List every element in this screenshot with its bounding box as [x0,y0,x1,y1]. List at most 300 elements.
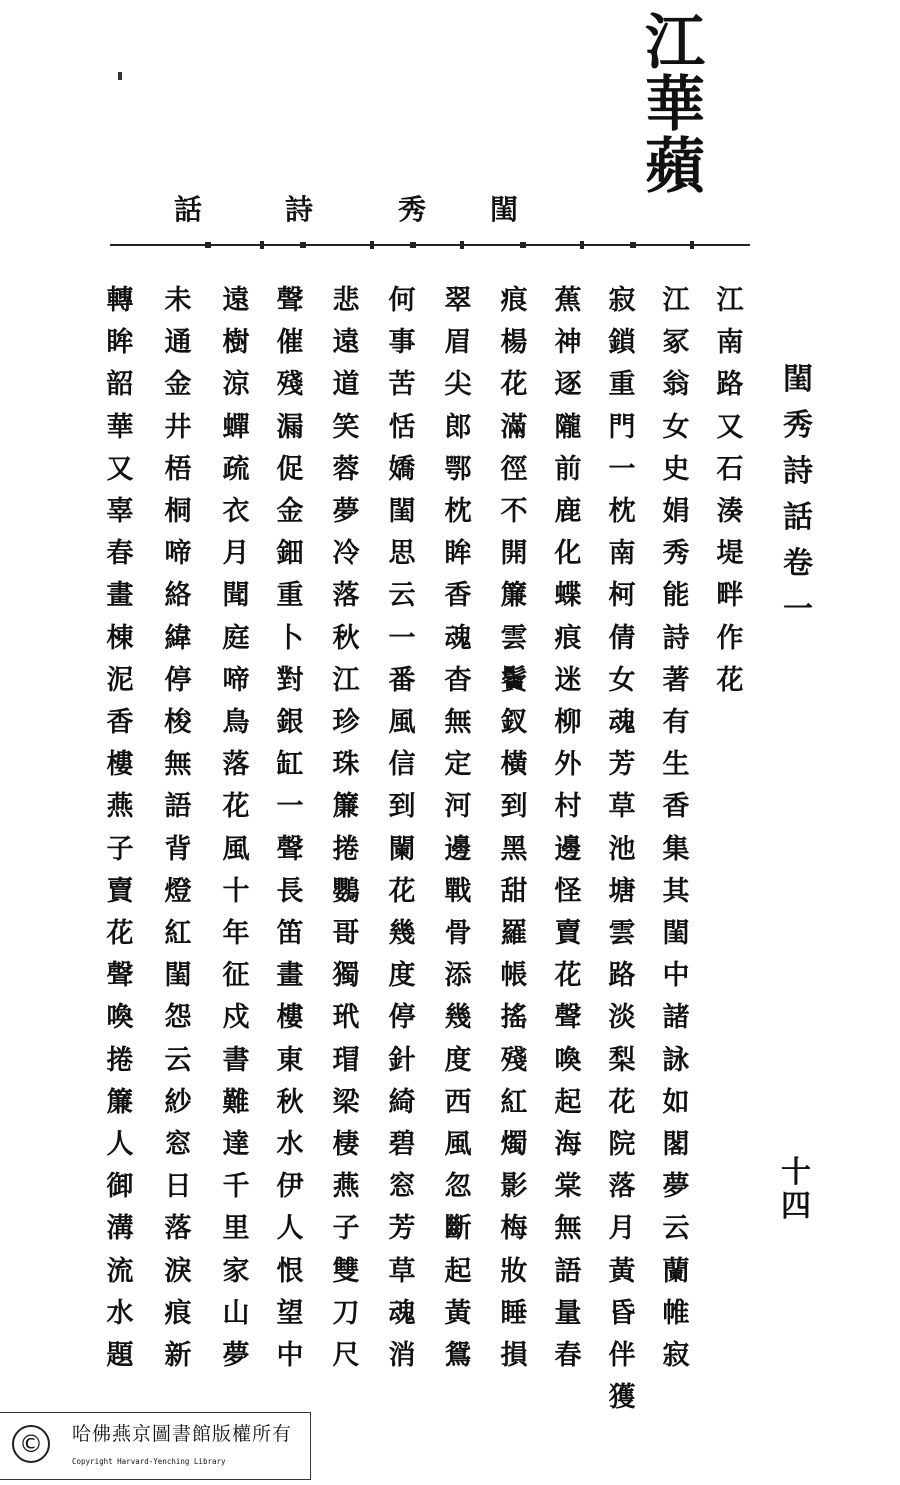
column-char: 苦 [388,369,416,401]
column-char: 喚 [106,1002,134,1034]
column-char: 塘 [608,875,636,907]
column-char: 夢 [662,1171,690,1203]
side-label-char: 詩 [783,454,813,489]
column-char: 珠 [332,749,360,781]
column-char: 雙 [332,1255,360,1287]
column-char: 御 [106,1171,134,1203]
column-char: 冷 [332,538,360,570]
column-char: 戰 [444,875,472,907]
side-label-char: 卷 [783,546,813,581]
column-char: 淚 [164,1255,192,1287]
column-char: 樓 [276,1002,304,1034]
column-char: 哥 [332,918,360,950]
column-char: 芳 [388,1213,416,1245]
column-char: 怨 [164,1002,192,1034]
column-char: 燕 [106,791,134,823]
column-char: 未 [164,285,192,316]
side-label-char: 話 [783,500,813,535]
column-char: 簾 [106,1086,134,1118]
column-char: 衣 [222,496,250,528]
column-char: 尺 [332,1340,360,1372]
column-char: 郎 [444,411,472,443]
column-char: 楊 [500,327,528,359]
column-char: 帳 [500,960,528,992]
column-char: 日 [164,1171,192,1203]
column-char: 缸 [276,749,304,781]
column-char: 羅 [500,918,528,950]
column-char: 桐 [164,496,192,528]
column-char: 南 [608,538,636,570]
column-char: 針 [388,1044,416,1076]
column-char: 停 [164,664,192,696]
column-char: 冢 [662,327,690,359]
column-char: 海 [554,1129,582,1161]
column-char: 枕 [608,496,636,528]
column-char: 遠 [332,327,360,359]
column-char: 漏 [276,411,304,443]
column-char: 秋 [276,1086,304,1118]
column-char: 如 [662,1086,690,1118]
page-number [774,1156,818,1224]
column-char: 落 [164,1213,192,1245]
column-char: 前 [554,453,582,485]
column-char: 開 [500,538,528,570]
column-char: 卜 [276,622,304,654]
column-char: 綺 [388,1086,416,1118]
column-char: 月 [608,1213,636,1245]
column-char: 子 [332,1213,360,1245]
column-char: 絡 [164,580,192,612]
running-head-char: 詩 [285,193,314,226]
column-char: 柳 [554,707,582,739]
column-char: 望 [276,1297,304,1329]
column-char: 花 [716,664,744,696]
column-char: 詩 [662,622,690,654]
column-char: 紅 [500,1086,528,1118]
column-char: 番 [388,664,416,696]
column-char: 長 [276,875,304,907]
column-char: 燕 [332,1171,360,1203]
column-char: 人 [106,1129,134,1161]
column-char: 梨 [608,1044,636,1076]
running-head [160,188,580,228]
column-char: 落 [608,1171,636,1203]
text-column [540,280,596,1377]
column-char: 眸 [444,538,472,570]
column-char: 鳥 [222,707,250,739]
copyright-chinese: 哈佛燕京圖書館版權所有 [72,1423,293,1445]
column-char: 聲 [276,285,304,316]
text-column [594,280,650,1419]
column-char: 風 [222,833,250,865]
column-char: 寂 [608,285,636,316]
text-column [486,280,542,1377]
column-char: 梭 [164,707,192,739]
column-char: 帷 [662,1297,690,1329]
column-char: 花 [500,369,528,401]
column-char: 棲 [332,1129,360,1161]
column-char: 笑 [332,411,360,443]
book-title [640,8,710,202]
column-char: 庭 [222,622,250,654]
column-char: 紅 [164,918,192,950]
column-char: 夢 [222,1340,250,1372]
column-char: 棟 [106,622,134,654]
copyright-icon: © [12,1425,50,1463]
column-char: 影 [500,1171,528,1203]
column-char: 定 [444,749,472,781]
column-char: 捲 [106,1044,134,1076]
column-char: 新 [164,1340,192,1372]
column-char: 銀 [276,707,304,739]
text-column [318,280,374,1377]
column-char: 昏 [608,1297,636,1329]
text-column [430,280,486,1377]
column-char: 辜 [106,496,134,528]
column-char: 度 [388,960,416,992]
page-number-char: 四 [781,1189,811,1224]
column-char: 花 [554,960,582,992]
column-char: 鬢 [500,664,528,696]
column-char: 年 [222,918,250,950]
column-char: 黃 [608,1255,636,1287]
title-char: 江 [645,8,705,78]
column-char: 魂 [444,622,472,654]
column-char: 十 [222,875,250,907]
column-char: 伊 [276,1171,304,1203]
column-char: 草 [608,791,636,823]
running-head-char: 秀 [398,193,427,226]
column-char: 流 [106,1255,134,1287]
column-char: 路 [716,369,744,401]
column-char: 紗 [164,1086,192,1118]
column-char: 云 [388,580,416,612]
column-char: 邊 [444,833,472,865]
column-char: 忽 [444,1171,472,1203]
side-label-char: 秀 [783,408,813,443]
column-char: 集 [662,833,690,865]
column-char: 杳 [444,664,472,696]
column-char: 鹿 [554,496,582,528]
column-char: 釵 [500,707,528,739]
column-char: 重 [276,580,304,612]
text-column [702,280,758,702]
column-char: 春 [106,538,134,570]
column-char: 無 [444,707,472,739]
column-char: 征 [222,960,250,992]
column-char: 怪 [554,875,582,907]
column-char: 無 [554,1213,582,1245]
column-char: 中 [662,960,690,992]
column-char: 恨 [276,1255,304,1287]
column-char: 秀 [662,538,690,570]
column-char: 鈿 [276,538,304,570]
column-char: 秋 [332,622,360,654]
column-char: 江 [662,285,690,316]
column-char: 添 [444,960,472,992]
column-char: 蝶 [554,580,582,612]
running-head-char: 話 [174,193,203,226]
column-char: 落 [332,580,360,612]
column-char: 作 [716,622,744,654]
text-column [92,280,148,1377]
column-char: 逐 [554,369,582,401]
column-char: 笛 [276,918,304,950]
column-char: 達 [222,1129,250,1161]
column-char: 閨 [662,918,690,950]
column-char: 香 [106,707,134,739]
column-char: 聲 [106,960,134,992]
column-char: 損 [500,1340,528,1372]
column-char: 門 [608,411,636,443]
column-char: 梁 [332,1086,360,1118]
ink-dot [118,72,122,80]
column-char: 語 [554,1255,582,1287]
column-char: 女 [608,664,636,696]
column-char: 搖 [500,1002,528,1034]
column-char: 華 [106,411,134,443]
column-char: 斷 [444,1213,472,1245]
column-char: 風 [388,707,416,739]
column-char: 尖 [444,369,472,401]
column-char: 史 [662,453,690,485]
column-char: 池 [608,833,636,865]
column-char: 何 [388,285,416,316]
column-char: 背 [164,833,192,865]
column-char: 睡 [500,1297,528,1329]
column-char: 轉 [106,285,134,316]
column-char: 女 [662,411,690,443]
column-char: 江 [716,285,744,316]
column-char: 喚 [554,1044,582,1076]
column-char: 閣 [662,1129,690,1161]
title-char: 蘋 [645,132,705,202]
column-char: 通 [164,327,192,359]
column-char: 金 [276,496,304,528]
column-char: 到 [388,791,416,823]
side-label-char: 閨 [783,362,813,397]
column-char: 聞 [222,580,250,612]
column-char: 書 [222,1044,250,1076]
column-char: 賣 [106,875,134,907]
column-char: 思 [388,538,416,570]
column-char: 戍 [222,1002,250,1034]
column-char: 題 [106,1340,134,1372]
copyright-stamp [0,1412,311,1480]
column-char: 韶 [106,369,134,401]
column-char: 聲 [276,833,304,865]
column-char: 諸 [662,1002,690,1034]
column-char: 起 [554,1086,582,1118]
column-char: 院 [608,1129,636,1161]
column-char: 蓉 [332,453,360,485]
column-char: 里 [222,1213,250,1245]
column-char: 家 [222,1255,250,1287]
column-char: 窓 [164,1129,192,1161]
column-char: 甜 [500,875,528,907]
column-char: 悲 [332,285,360,316]
column-char: 堤 [716,538,744,570]
column-char: 痕 [554,622,582,654]
column-char: 眸 [106,327,134,359]
column-char: 鄂 [444,453,472,485]
column-char: 著 [662,664,690,696]
column-char: 痕 [164,1297,192,1329]
ornamental-rule [110,240,750,250]
column-char: 起 [444,1255,472,1287]
column-char: 子 [106,833,134,865]
column-char: 花 [106,918,134,950]
column-char: 啼 [164,538,192,570]
column-char: 停 [388,1002,416,1034]
column-char: 聲 [554,1002,582,1034]
column-char: 恬 [388,411,416,443]
column-char: 度 [444,1044,472,1076]
column-char: 畫 [276,960,304,992]
column-char: 井 [164,411,192,443]
column-char: 枕 [444,496,472,528]
column-char: 促 [276,453,304,485]
column-char: 能 [662,580,690,612]
column-char: 一 [276,791,304,823]
running-head-char: 閨 [490,193,519,226]
column-char: 村 [554,791,582,823]
column-char: 水 [106,1297,134,1329]
title-char: 華 [645,70,705,140]
column-char: 有 [662,707,690,739]
column-char: 瑁 [332,1044,360,1076]
text-column [150,280,206,1377]
column-char: 痕 [500,285,528,316]
column-char: 月 [222,538,250,570]
column-char: 金 [164,369,192,401]
column-char: 遠 [222,285,250,316]
column-char: 倩 [608,622,636,654]
column-char: 花 [608,1086,636,1118]
column-char: 詠 [662,1044,690,1076]
column-char: 江 [332,664,360,696]
column-char: 閨 [164,960,192,992]
column-char: 魂 [608,707,636,739]
column-char: 翁 [662,369,690,401]
column-char: 風 [444,1129,472,1161]
column-char: 又 [106,453,134,485]
column-char: 重 [608,369,636,401]
column-char: 隴 [554,411,582,443]
column-char: 其 [662,875,690,907]
column-char: 梅 [500,1213,528,1245]
column-char: 簾 [332,791,360,823]
column-char: 幾 [444,1002,472,1034]
column-char: 量 [554,1297,582,1329]
column-char: 蟬 [222,411,250,443]
column-char: 窓 [388,1171,416,1203]
column-char: 云 [662,1213,690,1245]
column-char: 捲 [332,833,360,865]
column-char: 花 [388,875,416,907]
column-char: 春 [554,1340,582,1372]
column-char: 一 [388,622,416,654]
column-char: 芳 [608,749,636,781]
column-char: 滿 [500,411,528,443]
column-char: 鴛 [444,1340,472,1372]
column-char: 啼 [222,664,250,696]
page-number-char: 十 [781,1155,811,1190]
column-char: 花 [222,791,250,823]
column-char: 落 [222,749,250,781]
column-char: 信 [388,749,416,781]
column-char: 闌 [388,833,416,865]
column-char: 不 [500,496,528,528]
column-char: 碧 [388,1129,416,1161]
column-char: 獲 [608,1382,636,1414]
column-char: 神 [554,327,582,359]
column-char: 外 [554,749,582,781]
column-char: 石 [716,453,744,485]
column-char: 蘭 [662,1255,690,1287]
column-char: 黃 [444,1297,472,1329]
column-char: 化 [554,538,582,570]
column-char: 幾 [388,918,416,950]
column-char: 徑 [500,453,528,485]
column-char: 一 [608,453,636,485]
column-char: 棠 [554,1171,582,1203]
column-char: 畔 [716,580,744,612]
column-char: 娟 [662,496,690,528]
column-char: 樹 [222,327,250,359]
text-column [374,280,430,1377]
column-char: 迷 [554,664,582,696]
column-char: 殘 [500,1044,528,1076]
column-char: 中 [276,1340,304,1372]
column-char: 雲 [500,622,528,654]
column-char: 泥 [106,664,134,696]
column-char: 南 [716,327,744,359]
column-char: 語 [164,791,192,823]
column-char: 妝 [500,1255,528,1287]
column-char: 東 [276,1044,304,1076]
column-char: 路 [608,960,636,992]
column-char: 寂 [662,1340,690,1372]
column-char: 淡 [608,1002,636,1034]
column-char: 燭 [500,1129,528,1161]
copyright-english: Copyright Harvard-Yenching Library [72,1457,226,1466]
column-char: 西 [444,1086,472,1118]
column-char: 樓 [106,749,134,781]
column-char: 對 [276,664,304,696]
column-char: 事 [388,327,416,359]
column-char: 香 [444,580,472,612]
column-char: 香 [662,791,690,823]
text-column [262,280,318,1377]
column-char: 千 [222,1171,250,1203]
column-char: 溝 [106,1213,134,1245]
column-char: 翠 [444,285,472,316]
column-char: 無 [164,749,192,781]
column-char: 玳 [332,1002,360,1034]
column-char: 河 [444,791,472,823]
column-char: 眉 [444,327,472,359]
column-char: 山 [222,1297,250,1329]
column-char: 夢 [332,496,360,528]
column-char: 橫 [500,749,528,781]
column-char: 黑 [500,833,528,865]
column-char: 簾 [500,580,528,612]
column-char: 獨 [332,960,360,992]
side-label-char: 一 [783,592,813,627]
column-char: 又 [716,411,744,443]
column-char: 魂 [388,1297,416,1329]
